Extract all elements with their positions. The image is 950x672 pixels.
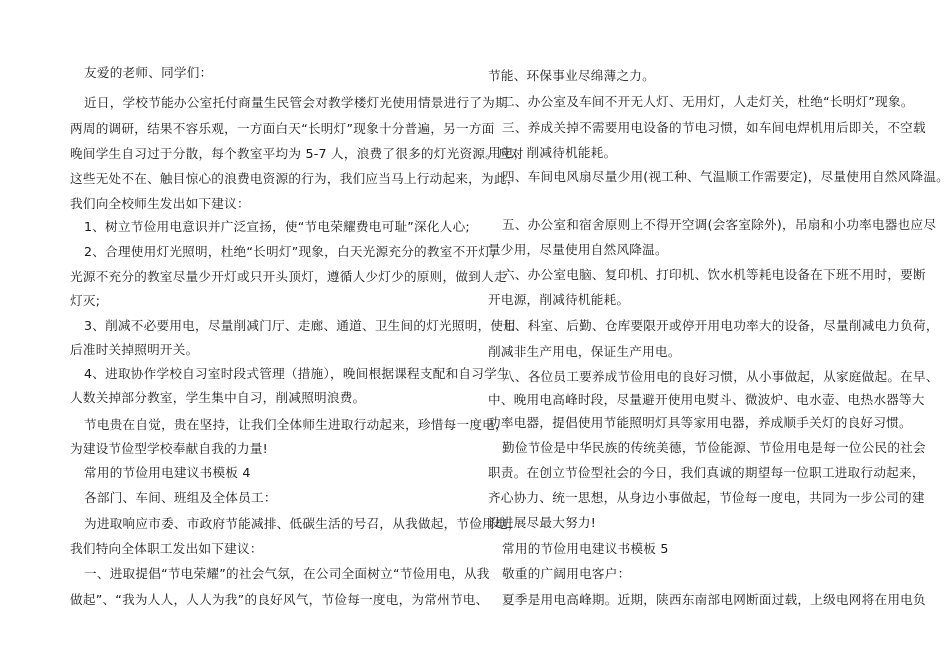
text-line: 人数关掉部分教室，学生集中自习，削减照明浪费。	[70, 390, 366, 405]
text-line: 六、办公室电脑、复印机、打印机、饮水机等耗电设备在下班不用时，要断	[502, 267, 926, 282]
text-line: 晚间学生自习过于分散，每个教室平均为 5-7 人，浪费了很多的灯光资源。应对	[70, 146, 524, 161]
text-line: 我们向全校师生发出如下建议：	[70, 196, 250, 211]
text-line: 节能、环保事业尽绵薄之力。	[488, 68, 655, 83]
text-line: 各部门、车间、班组及全体员工：	[84, 490, 277, 505]
text-line: 为进取响应市委、市政府节能减排、低碳生活的号召，从我做起，节俭用电，	[84, 516, 521, 531]
section-heading: 常用的节俭用电建议书模板 4	[84, 465, 251, 480]
text-line: 夏季是用电高峰期。近期，陕西东南部电网断面过载，上级电网将在用电负	[502, 592, 926, 607]
text-line: 4、进取协作学校自习室时段式管理（措施），晚间根据课程支配和自习学生	[84, 366, 510, 381]
text-line: 友爱的老师、同学们：	[84, 65, 213, 80]
text-line: 开电源，削减待机能耗。	[488, 292, 630, 307]
text-line: 职责。在创立节俭型社会的今日，我们真诚的期望每一位职工进取行动起来，	[488, 465, 925, 480]
text-line: 我们特向全体职工发出如下建议：	[70, 541, 263, 556]
text-line: 近日，学校节能办公室托付商量生民管会对教学楼灯光使用情景进行了为期	[84, 95, 508, 110]
text-line: 灯灭;	[70, 293, 101, 308]
text-line: 一、进取提倡“节电荣耀”的社会气氛，在公司全面树立“节俭用电，从我	[84, 566, 490, 581]
text-line: 光源不充分的教室尽量少开灯或只开头顶灯，遵循人少灯少的原则，做到人走	[70, 269, 507, 284]
text-line: 用电，削减待机能耗。	[488, 145, 617, 160]
text-line: 两周的调研，结果不容乐观，一方面白天“长明灯”现象十分普遍，另一方面	[70, 121, 495, 136]
text-line: 二、办公室及车间不开无人灯、无用灯，人走灯关，杜绝“长明灯”现象。	[502, 94, 914, 109]
text-line: 齐心协力、统一思想，从身边小事做起，节俭每一度电，共同为一步公司的建	[488, 490, 925, 505]
text-line: 敬重的广阔用电客户：	[502, 566, 631, 581]
text-line: 后准时关掉照明开关。	[70, 342, 199, 357]
text-line: 七、科室、后勤、仓库要限开或停开用电功率大的设备，尽量削减电力负荷，	[502, 318, 939, 333]
text-line: 这些无处不在、触目惊心的浪费电资源的行为，我们应当马上行动起来，为此，	[70, 171, 520, 186]
section-heading: 常用的节俭用电建议书模板 5	[502, 541, 669, 556]
text-line: 设进展尽最大努力!	[488, 515, 597, 530]
text-line: 3、削减不必要用电，尽量削减门厅、走廊、通道、卫生间的灯光照明，使用	[84, 318, 517, 333]
text-line: 八、各位员工要养成节俭用电的良好习惯，从小事做起，从家庭做起。在早、	[502, 369, 939, 384]
text-line: 削减非生产用电，保证生产用电。	[488, 344, 681, 359]
text-line: 2、合理使用灯光照明，杜绝“长明灯”现象，白天光源充分的教室不开灯，	[84, 244, 504, 259]
text-line: 功率电器，提倡使用节能照明灯具等家用电器，养成顺手关灯的良好习惯。	[488, 415, 912, 430]
text-line: 1、树立节俭用电意识并广泛宣扬，使“节电荣耀费电可耻”深化人心;	[84, 219, 470, 234]
text-line: 节电贵在自觉，贵在坚持，让我们全体师生进取行动起来，珍惜每一度电，	[84, 417, 508, 432]
text-line: 为建设节俭型学校奉献自我的力量!	[70, 441, 268, 456]
text-line: 五、办公室和宿舍原则上不得开空调(会客室除外)，吊扇和小功率电器也应尽	[502, 217, 937, 232]
text-line: 勤俭节俭是中华民族的传统美德，节俭能源、节俭用电是每一位公民的社会	[502, 440, 926, 455]
text-line: 三、养成关掉不需要用电设备的节电习惯，如车间电焊机用后即关，不空载	[502, 120, 926, 135]
text-line: 做起”、“我为人人，人人为我”的良好风气，节俭每一度电，为常州节电、	[70, 592, 489, 607]
text-line: 中、晚用电高峰时段，尽量避开使用电熨斗、微波炉、电水壶、电热水器等大	[488, 392, 925, 407]
text-line: 量少用，尽量使用自然风降温。	[488, 242, 668, 257]
text-line: 四、车间电风扇尽量少用(视工种、气温顺工作需要定)，尽量使用自然风降温。	[502, 169, 950, 184]
